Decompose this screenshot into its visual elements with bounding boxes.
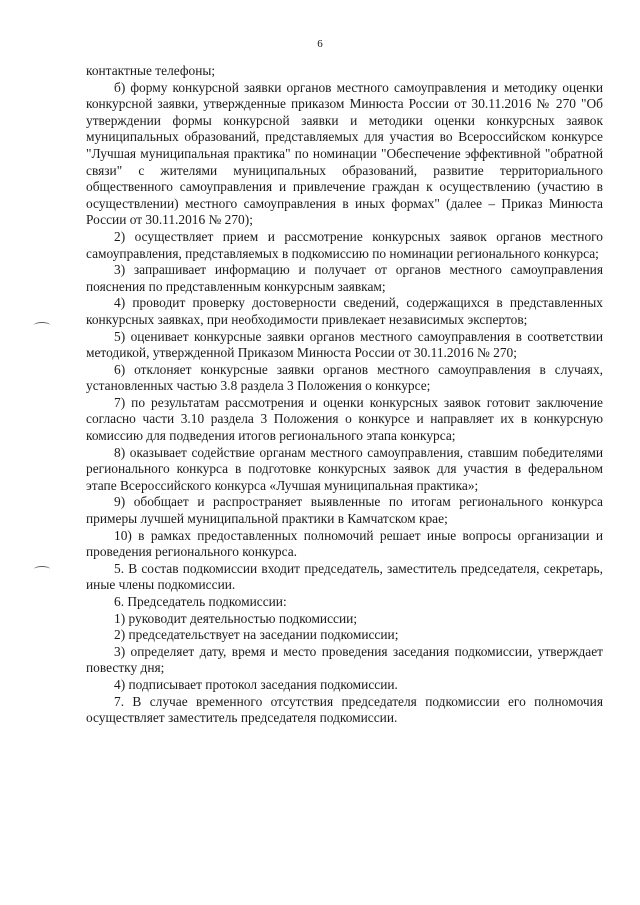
page-number: 6 (317, 38, 323, 50)
paragraph: 8) оказывает содействие органам местного самоуправления, ставшим победителями регионального конкурса в подготовке конкурсных заявок для участия в федеральном этапе Всероссийского конкурса «Лучшая муниципальная практика»; (86, 444, 603, 493)
document-body (86, 63, 603, 727)
paragraph: 5) оценивает конкурсные заявки органов местного самоуправления в соответствии методикой, утвержденной Приказом Минюста России от 30.11.2016 № 270; (86, 328, 603, 361)
paragraph: 9) обобщает и распространяет выявленные по итогам регионального конкурса примеры лучшей муниципальной практики в Камчатском крае; (86, 494, 603, 527)
paragraph: 3) определяет дату, время и место проведения заседания подкомиссии, утверждает повестку дня; (86, 643, 603, 676)
paragraph: 6. Председатель подкомиссии: (114, 594, 287, 609)
paragraph: 10) в рамках предоставленных полномочий решает иные вопросы организации и проведения регионального конкурса. (86, 527, 603, 560)
paragraph: 7. В случае временного отсутствия председателя подкомиссии его полномочия осуществляет заместитель председателя подкомиссии. (86, 693, 603, 726)
paragraph: 4) проводит проверку достоверности сведений, содержащихся в представленных конкурсных заявках, при необходимости привлекает независимых экспертов; (86, 295, 603, 327)
paragraph: б) форму конкурсной заявки органов местного самоуправления и методику оценки конкурсной заявки, утвержденные приказом Минюста России от 30.11.2016 № 270 "Об утверждении формы конкурсной заявки и методики оценки конкурсных заявок муниципальных образований, представляемых для участия во Всероссийском конкурсе "Лучшая муниципальная практика" по номинации "Обеспечение эффективной "обратной связи" с жителями муниципальных образований, развитие территориального общественного самоуправления и привлечение граждан к осуществлению (участию в осуществлении) местного самоуправления в иных формах" (далее – Приказ Минюста России от 30.11.2016 № 270); (86, 79, 603, 228)
hole-punch-mark (34, 322, 50, 328)
paragraph: 3) запрашивает информацию и получает от органов местного самоуправления пояснения по представленным конкурсным заявкам; (86, 262, 603, 294)
paragraph: 1) руководит деятельностью подкомиссии; (114, 610, 358, 626)
paragraph: контактные телефоны; (86, 63, 216, 78)
paragraph: 4) подписывает протокол заседания подкомиссии. (114, 676, 398, 692)
paragraph: 2) осуществляет прием и рассмотрение конкурсных заявок органов местного самоуправления, представляемых в подкомиссию по номинации регионального конкурса; (86, 228, 603, 261)
paragraph: 5. В состав подкомиссии входит председатель, заместитель председателя, секретарь, иные члены подкомиссии. (86, 560, 603, 593)
hole-punch-mark (34, 566, 50, 572)
paragraph: 7) по результатам рассмотрения и оценки конкурсных заявок готовит заключение согласно части 3.10 раздела 3 Положения о конкурсе и направляет их в конкурсную комиссию для подведения итогов регионального этапа конкурса; (86, 394, 603, 444)
paragraph: 6) отклоняет конкурсные заявки органов местного самоуправления в случаях, установленных частью 3.8 раздела 3 Положения о конкурсе; (86, 361, 603, 394)
paragraph: 2) председательствует на заседании подкомиссии; (114, 627, 399, 643)
